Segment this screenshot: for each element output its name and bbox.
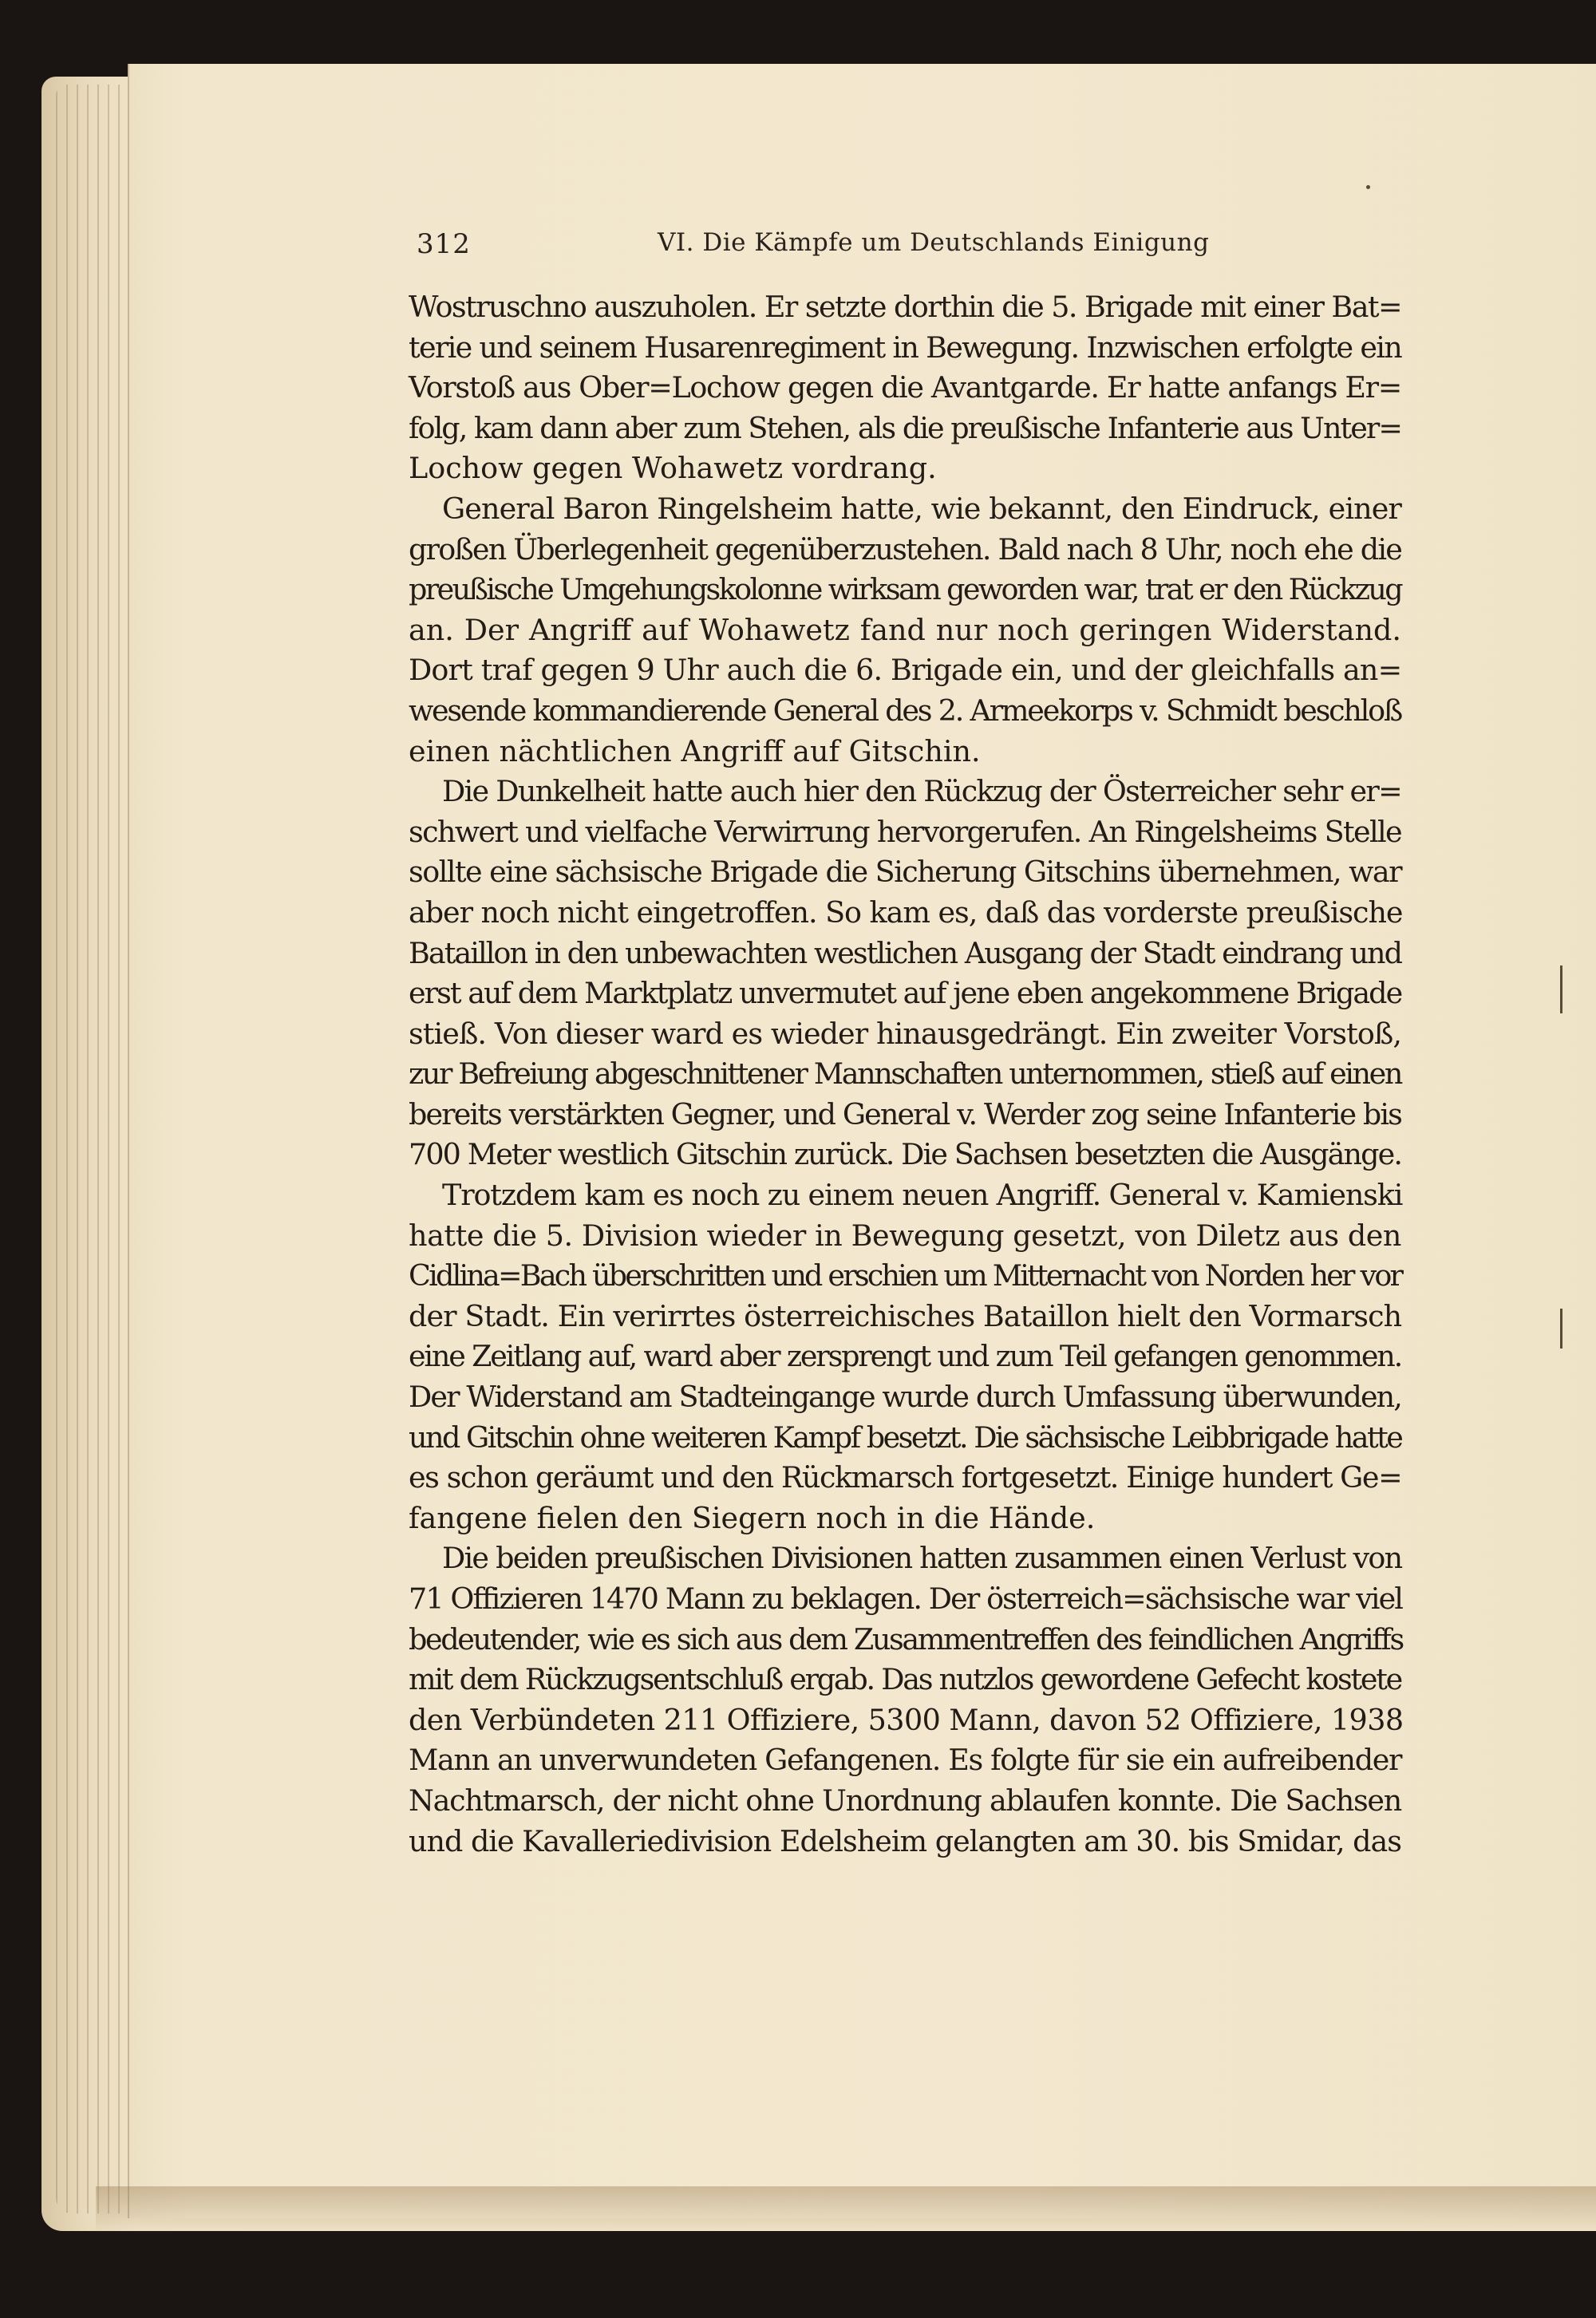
text-line: hatte die 5. Division wieder in Bewegung gesetzt, von Diletz aus den [409,1218,1401,1253]
text-line: Lochow gegen Wohawetz vordrang. [409,451,937,486]
text-line: preußische Umgehungskolonne wirksam geworden war, trat er den Rückzug [409,572,1401,607]
page-number: 312 [417,228,471,260]
text-line: Die Dunkelheit hatte auch hier den Rückzug der Österreicher sehr er= [442,774,1401,809]
text-line: und Gitschin ohne weiteren Kampf besetzt. Die sächsische Leibbrigade hatte [409,1420,1402,1455]
text-line: mit dem Rückzugsentschluß ergab. Das nutzlos gewordene Gefecht kostete [409,1662,1401,1697]
text-line: Der Widerstand am Stadteingange wurde durch Umfassung überwunden, [409,1380,1401,1415]
text-line: folg, kam dann aber zum Stehen, als die preußische Infanterie aus Unter= [409,410,1401,445]
margin-tick-mark [1560,966,1562,1013]
text-line: Nachtmarsch, der nicht ohne Unordnung ablaufen konnte. Die Sachsen [409,1783,1401,1818]
text-line: es schon geräumt und den Rückmarsch fortgesetzt. Einige hundert Ge= [409,1460,1402,1495]
text-line: General Baron Ringelsheim hatte, wie bekannt, den Eindruck, einer [442,491,1401,526]
text-line: schwert und vielfache Verwirrung hervorgerufen. An Ringelsheims Stelle [409,814,1401,849]
text-line: einen nächtlichen Angriff auf Gitschin. [409,733,981,768]
text-line: zur Befreiung abgeschnittener Mannschaften unternommen, stieß auf einen [409,1056,1401,1092]
text-line: bereits verstärkten Gegner, und General v. Werder zog seine Infanterie bis [409,1096,1401,1131]
text-line: fangene fielen den Siegern noch in die Hände. [409,1500,1096,1535]
body-text [409,287,1404,1862]
text-line: großen Überlegenheit gegenüberzustehen. Bald nach 8 Uhr, noch ehe die [409,531,1401,567]
running-head [417,228,1396,267]
text-line: 71 Offizieren 1470 Mann zu beklagen. Der österreich=sächsische war viel [409,1582,1403,1616]
text-line: terie und seinem Husarenregiment in Bewegung. Inzwischen erfolgte ein [409,330,1402,365]
text-line: und die Kavalleriedivision Edelsheim gelangten am 30. bis Smidar, das [409,1823,1401,1858]
text-line: wesende kommandierende General des 2. Armeekorps v. Schmidt beschloß [409,693,1401,728]
text-line: Die beiden preußischen Divisionen hatten zusammen einen Verlust von [442,1541,1402,1576]
text-line: sollte eine sächsische Brigade die Sicherung Gitschins übernehmen, war [409,855,1401,890]
page-bottom-shadow [96,2186,1596,2234]
chapter-title: VI. Die Kämpfe um Deutschlands Einigung [658,228,1210,257]
text-line: eine Zeitlang auf, ward aber zersprengt und zum Teil gefangen genommen. [409,1339,1401,1374]
text-line: Dort traf gegen 9 Uhr auch die 6. Brigade ein, und der gleichfalls an= [409,653,1402,688]
text-line: der Stadt. Ein verirrtes österreichisches Bataillon hielt den Vormarsch [409,1298,1402,1333]
text-line: bedeutender, wie es sich aus dem Zusammentreffen des feindlichen Angriffs [409,1621,1403,1657]
text-line: an. Der Angriff auf Wohawetz fand nur noch geringen Widerstand. [409,612,1401,647]
text-line: Wostruschno auszuholen. Er setzte dorthin die 5. Brigade mit einer Bat= [409,290,1402,324]
text-line: stieß. Von dieser ward es wieder hinausgedrängt. Ein zweiter Vorstoß, [409,1016,1401,1051]
margin-tick-mark [1560,1309,1562,1349]
text-line: Mann an unverwundeten Gefangenen. Es folgte für sie ein aufreibender [409,1743,1402,1778]
text-line: Trotzdem kam es noch zu einem neuen Angriff. General v. Kamienski [442,1178,1403,1213]
text-line: den Verbündeten 211 Offiziere, 5300 Mann, davon 52 Offiziere, 1938 [409,1702,1404,1737]
text-line: Cidlina=Bach überschritten und erschien um Mitternacht von Norden her vor [409,1258,1402,1293]
text-line: 700 Meter westlich Gitschin zurück. Die Sachsen besetzten die Ausgänge. [409,1137,1402,1172]
speck-mark [1366,185,1370,189]
text-line: aber noch nicht eingetroffen. So kam es, daß das vorderste preußische [409,894,1403,930]
text-line: Vorstoß aus Ober=Lochow gegen die Avantgarde. Er hatte anfangs Er= [409,370,1401,405]
text-line: erst auf dem Marktplatz unvermutet auf jene eben angekommene Brigade [409,976,1402,1011]
text-line: Bataillon in den unbewachten westlichen Ausgang der Stadt eindrang und [409,935,1402,970]
